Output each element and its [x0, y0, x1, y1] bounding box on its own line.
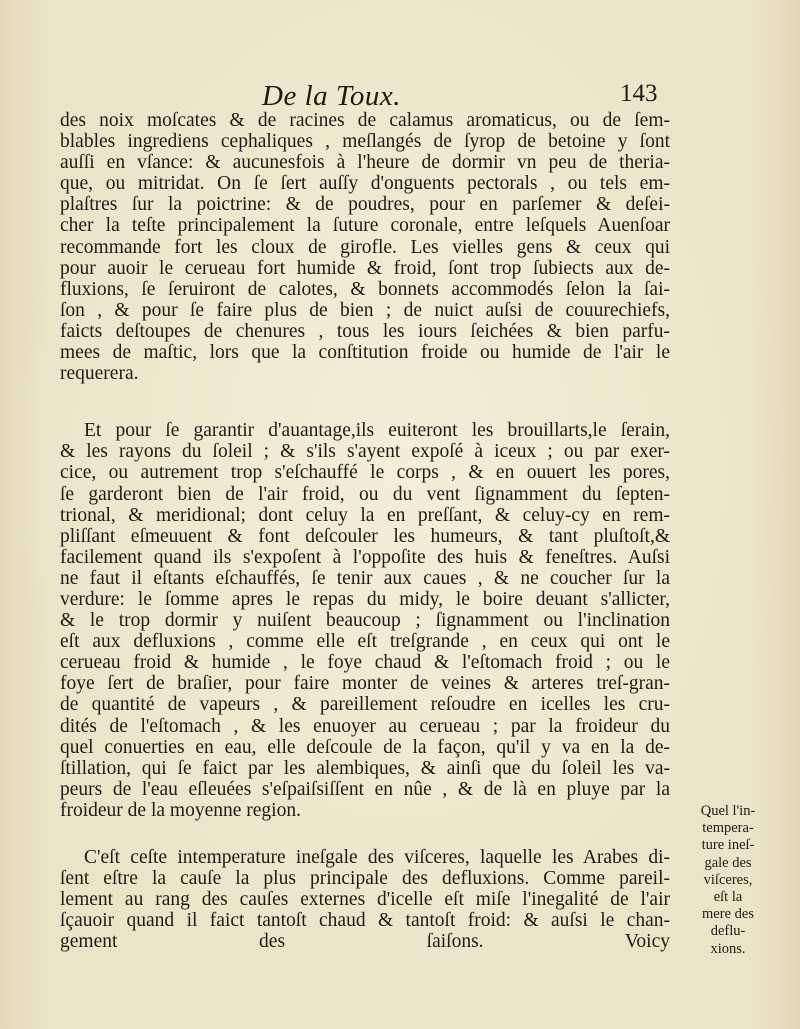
text-line: faicts deſtoupes de chenures , tous les iours ſeichées & bien parfu- — [60, 320, 670, 342]
margin-note-line: gale des — [704, 854, 752, 871]
text-line: fluxions, ſe ſeruiront de calotes, & bonnets accommodés ſelon la ſai- — [60, 278, 670, 300]
margin-note — [688, 803, 768, 958]
text-line: facilement quand ils s'expoſent à l'oppoſite des huis & feneſtres. Auſsi — [60, 546, 670, 568]
margin-note-line: deflu- — [710, 923, 746, 940]
text-line: trional, & meridional; dont celuy la en preſſant, & celuy-cy en rem- — [60, 504, 670, 526]
body-text — [60, 110, 670, 952]
paragraph-spacer — [60, 384, 670, 420]
margin-note-line: xions. — [710, 940, 746, 957]
text-line: & le trop dormir y nuiſent beaucoup ; ſignamment ou l'inclination — [60, 610, 670, 632]
text-line: des noix moſcates & de racines de calamus aromaticus, ou de ſem- — [60, 110, 670, 131]
paragraph-2 — [60, 420, 670, 821]
margin-note-line: Quel l'in- — [700, 803, 756, 819]
text-line: ſtillation, qui ſe faict par les alembiques, & ainſi que du ſoleil les va- — [60, 757, 670, 779]
paragraph-3 — [60, 847, 670, 952]
text-line: ſent eſtre la cauſe la plus principale des defluxions. Comme pareil- — [60, 868, 670, 890]
text-line: auſſi en vſance: & aucunesfois à l'heure de dormir vn peu de theria- — [60, 152, 670, 174]
text-line: recommande fort les cloux de girofle. Les vielles gens & ceux qui — [60, 236, 670, 258]
final-line-with-catchword — [60, 931, 670, 952]
text-line: ſon , & pour ſe faire plus de bien ; de nuict auſsi de couurechiefs, — [60, 299, 670, 321]
text-line: de quantité de vapeurs , & pareillement reſoudre en icelles les cru- — [60, 694, 670, 716]
paragraph-1 — [60, 110, 670, 384]
margin-note-line: tempera- — [702, 820, 754, 837]
text-line: plaſtres ſur la poictrine: & de poudres, pour en parſemer & deſei- — [60, 194, 670, 216]
paragraph-spacer — [60, 821, 670, 847]
page-number: 143 — [620, 80, 658, 107]
text-line: requerera. — [60, 363, 139, 385]
text-line: ſe garderont bien de l'air froid, ou du vent ſignamment du ſepten- — [60, 483, 670, 505]
text-line: gement des ſaiſons. — [60, 931, 484, 953]
text-line: C'eſt ceſte intemperature ineſgale des viſceres, laquelle les Arabes di- — [84, 847, 670, 868]
catchword: Voicy — [624, 931, 670, 953]
text-line: foye ſert de braſier, pour faire monter de veines & arteres treſ-gran- — [60, 673, 670, 695]
text-line: quel conuerties en eau, elle deſcoule de la façon, qu'il y va en la de- — [60, 736, 670, 758]
text-line: mees de maſtic, lors que la conſtitution froide ou humide de l'air le — [60, 342, 670, 364]
text-line: cerueau froid & humide , le foye chaud & l'eſtomach froid ; ou le — [60, 652, 670, 674]
text-line: ſçauoir quand il faict tantoſt chaud & tantoſt froid: & auſsi le chan- — [60, 910, 670, 932]
text-line: lement au rang des cauſes externes d'icelle eſt miſe l'inegalité de l'air — [60, 889, 670, 911]
margin-note-line: eſt la — [713, 889, 743, 906]
text-line: & les rayons du ſoleil ; & s'ils s'ayent expoſé à iceux ; ou par exer- — [60, 441, 670, 463]
text-line: pliſſant eſmeuuent & font deſcouler les humeurs, & tant pluſtoſt,& — [60, 525, 670, 547]
text-line: Et pour ſe garantir d'auantage,ils euiteront les brouillarts,le ſerain, — [84, 420, 670, 442]
text-line: dités de l'eſtomach , & les enuoyer au cerueau ; par la froideur du — [60, 715, 670, 737]
text-line: que, ou mitridat. On ſe ſert auſſy d'onguents pectorals , ou tels em- — [60, 173, 670, 195]
text-line: verdure: le ſomme apres le repas du midy, le boire deuant s'allicter, — [60, 588, 670, 610]
margin-note-line: mere des — [702, 906, 754, 923]
text-line: cher la teſte principalement la ſuture coronale, entre leſquels Auenſoar — [60, 215, 670, 237]
text-line: froideur de la moyenne region. — [60, 799, 301, 821]
text-line: cice, ou autrement trop s'eſchauffé le corps , & en ouuert les pores, — [60, 462, 670, 484]
margin-note-line: ture ineſ- — [701, 837, 755, 854]
text-line: peurs de l'eau eſleuées s'eſpaiſsiſſent en nûe , & de là en pluye par la — [60, 778, 670, 800]
running-title: De la Toux. — [262, 80, 401, 112]
text-line: eſt aux defluxions , comme elle eſt treſgrande , en ceux qui ont le — [60, 631, 670, 653]
text-line: pour auoir le cerueau fort humide & froid, ſont trop ſubiects aux de- — [60, 257, 670, 279]
margin-note-line: viſceres, — [703, 871, 753, 888]
text-line: blables ingrediens cephaliques , meſlangés de ſyrop de betoine y ſont — [60, 131, 670, 153]
text-line: ne faut il eſtants eſchauffés, ſe tenir aux caues , & ne coucher ſur la — [60, 567, 670, 589]
